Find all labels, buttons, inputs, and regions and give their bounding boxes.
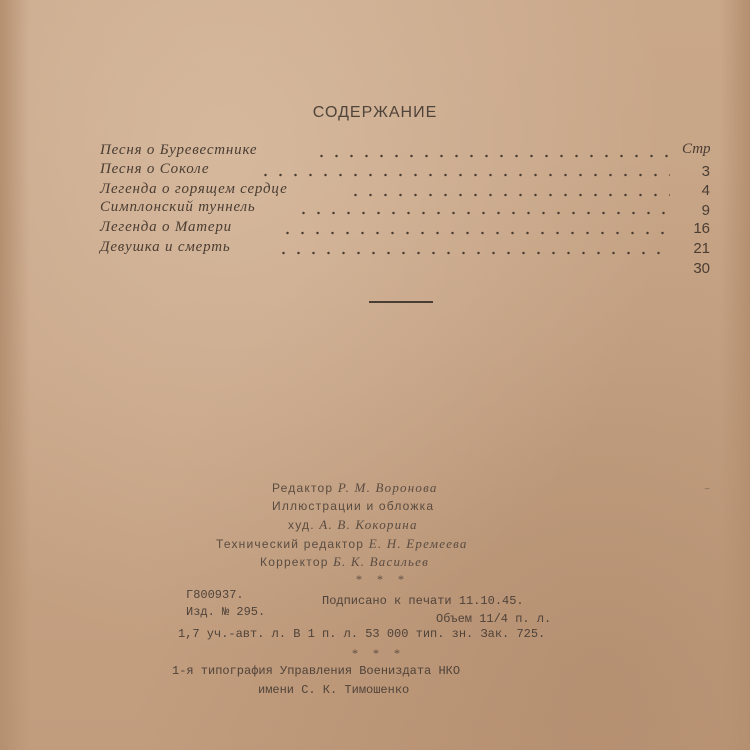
tech-editor-role: Технический редактор [216,537,365,551]
toc-leader-dots [276,239,670,259]
imprint-details: 1,7 уч.-авт. л. В 1 п. л. 53 000 тип. зн. Зак. 725. [178,627,546,641]
credit-tech-editor [216,536,468,552]
editor-role: Редактор [272,481,334,495]
corrector-name: Б. К. Васильев [333,554,429,569]
artist-role: худ. [288,518,315,532]
toc-leader-dots [280,219,670,239]
page-smudge-mark: ⁻ [704,484,711,498]
separator-stars: * * * [356,572,410,586]
printer-line-2: имени С. К. Тимошенко [258,683,410,697]
section-divider-line [369,301,433,303]
toc-entry-title: Песня о Соколе [100,161,210,177]
toc-leader-dots [314,142,670,162]
toc-entry-page: 4 [701,182,710,199]
toc-title: СОДЕРЖАНИЕ [312,104,438,121]
toc-entry-page: 9 [701,202,710,219]
toc-leader-dots [348,181,670,201]
toc-entry-title: Легенда о Матери [100,219,232,235]
toc-leader-dots [296,199,670,219]
imprint-izd: Изд. № 295. [186,605,266,619]
tech-editor-name: Е. Н. Еремеева [368,536,468,551]
credit-illustrations: Иллюстрации и обложка [272,499,435,513]
toc-entry-title: Девушка и смерть [100,239,231,255]
toc-entry-title: Симплонский туннель [100,199,256,215]
toc-leader-dots [258,161,670,181]
imprint-signed: Подписано к печати 11.10.45. [322,594,524,608]
printer-line-1: 1-я типография Управления Воениздата НКО [172,664,461,678]
toc-entry-page: 16 [693,220,710,237]
toc-entry-page: 30 [693,260,710,277]
separator-stars: * * * [352,646,406,660]
toc-entry-page: 21 [693,240,710,257]
toc-entry-title: Песня о Буревестнике [100,142,258,158]
toc-entry [100,239,710,277]
imprint-code: Г800937. [186,588,244,602]
editor-name: Р. М. Воронова [337,480,438,495]
credit-artist [288,517,418,533]
toc-entry-page: 3 [701,163,710,180]
toc-entry-title: Легенда о горящем сердце [100,181,288,197]
credit-editor [272,480,438,496]
toc-page-heading: Стр [682,141,711,157]
corrector-role: Корректор [260,555,329,569]
artist-name: А. В. Кокорина [319,517,418,532]
imprint-volume: Объем 11/4 п. л. [436,612,552,626]
credit-corrector [260,554,429,570]
